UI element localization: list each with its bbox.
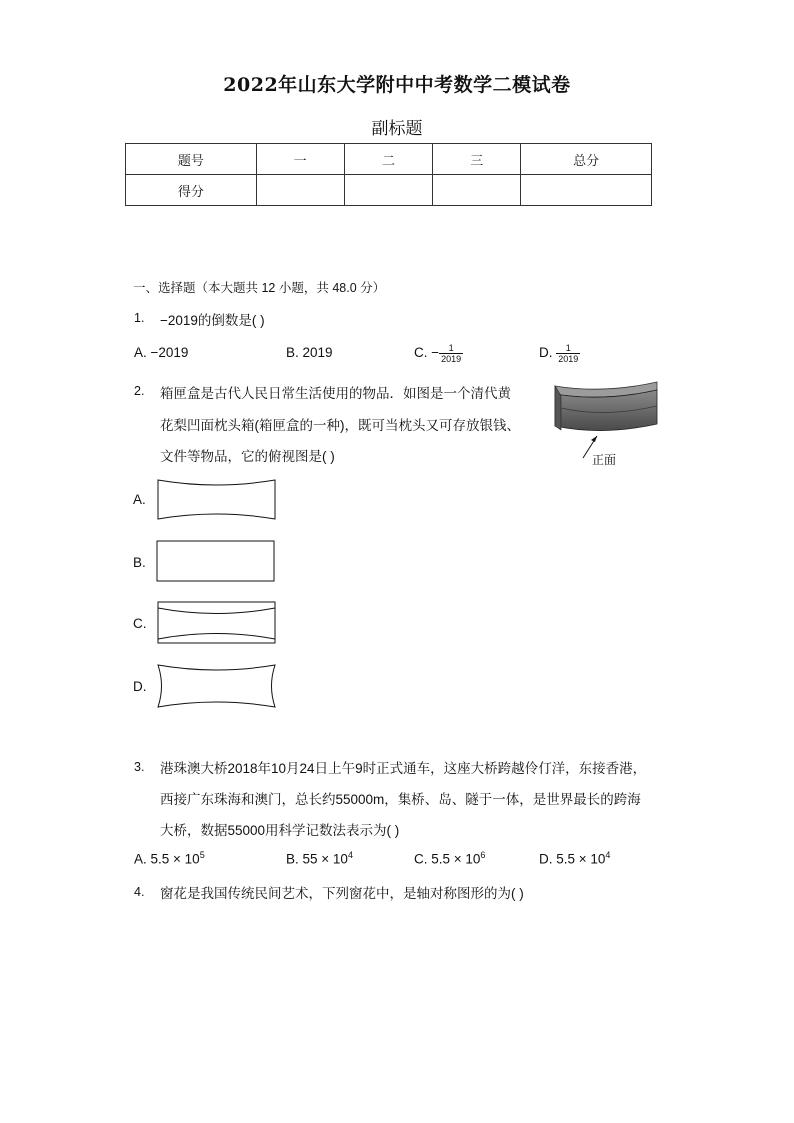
score-table-header-row: [126, 144, 652, 175]
option-c-label: C.: [133, 616, 147, 631]
score-table-cell: [344, 175, 433, 206]
option-base: A. 5.5 × 10: [134, 851, 200, 867]
option-a: A. −2019: [134, 345, 189, 360]
option-d-figure: [156, 663, 278, 709]
question-number: 4.: [134, 885, 145, 899]
page-title: 2022年山东大学附中中考数学二模试卷: [223, 74, 571, 96]
option-d-label: D.: [539, 345, 553, 361]
score-table-cell: [256, 175, 344, 206]
score-table-cell: [433, 175, 521, 206]
question-number: 2.: [134, 384, 145, 398]
fraction: [556, 343, 580, 364]
question-text: 窗花是我国传统民间艺术，下列窗花中，是轴对称图形的为( ): [160, 886, 524, 901]
option-exponent: 5: [199, 850, 205, 860]
option-exponent: 4: [605, 850, 611, 860]
page-subtitle: 副标题: [371, 119, 423, 139]
option-exponent: 6: [480, 850, 486, 860]
option-b: B. 2019: [286, 345, 333, 360]
question-line: 文件等物品，它的俯视图是( ): [160, 449, 335, 464]
option-a: [134, 850, 205, 867]
option-base: B. 55 × 10: [286, 851, 348, 867]
question-line: 港珠澳大桥2018年10月24日上午9时正式通车，这座大桥跨越伶仃洋，东接香港，: [160, 761, 647, 776]
option-base: D. 5.5 × 10: [539, 851, 606, 867]
question-number: 1.: [134, 311, 145, 325]
fraction: [439, 343, 463, 364]
fraction-denominator: 2019: [558, 354, 579, 364]
option-c: [414, 850, 485, 867]
question-text: −2019的倒数是( ): [160, 313, 265, 328]
question-number: 3.: [134, 760, 145, 774]
score-table-cell: 题号: [126, 144, 257, 175]
image-caption: 正面: [592, 453, 617, 467]
score-table: [125, 143, 652, 206]
question-line: 箱匣盒是古代人民日常生活使用的物品．如图是一个清代黄: [160, 386, 511, 401]
score-table-cell: 得分: [126, 175, 257, 206]
question-line: 西接广东珠海和澳门，总长约55000m，集桥、岛、隧于一体，是世界最长的跨海: [160, 792, 641, 807]
option-b-figure: [156, 540, 276, 583]
option-b: [286, 850, 353, 867]
option-d-label: D.: [133, 679, 147, 694]
fraction-denominator: 2019: [441, 354, 462, 364]
option-a-label: A.: [133, 492, 146, 507]
fraction-numerator: 1: [439, 343, 463, 354]
option-b-label: B.: [133, 555, 146, 570]
score-table-cell: 三: [433, 144, 521, 175]
option-d: [539, 850, 610, 867]
score-table-cell: 总分: [521, 144, 652, 175]
option-c: [414, 343, 463, 364]
question-line: 花梨凹面枕头箱(箱匣盒的一种)，既可当枕头又可存放银钱、: [160, 418, 520, 433]
section-heading: 一、选择题（本大题共 12 小题，共 48.0 分）: [133, 281, 386, 295]
option-exponent: 4: [347, 850, 353, 860]
question-line: 大桥，数据55000用科学记数法表示为( ): [160, 823, 400, 838]
option-a-figure: [156, 478, 278, 522]
option-c-figure: [156, 601, 278, 645]
option-base: C. 5.5 × 10: [414, 851, 481, 867]
fraction-numerator: 1: [556, 343, 580, 354]
score-table-cell: [521, 175, 652, 206]
score-table-score-row: [126, 175, 652, 206]
option-c-label: C. −: [414, 345, 440, 361]
score-table-cell: 二: [344, 144, 433, 175]
option-d: [539, 343, 580, 364]
score-table-cell: 一: [256, 144, 344, 175]
